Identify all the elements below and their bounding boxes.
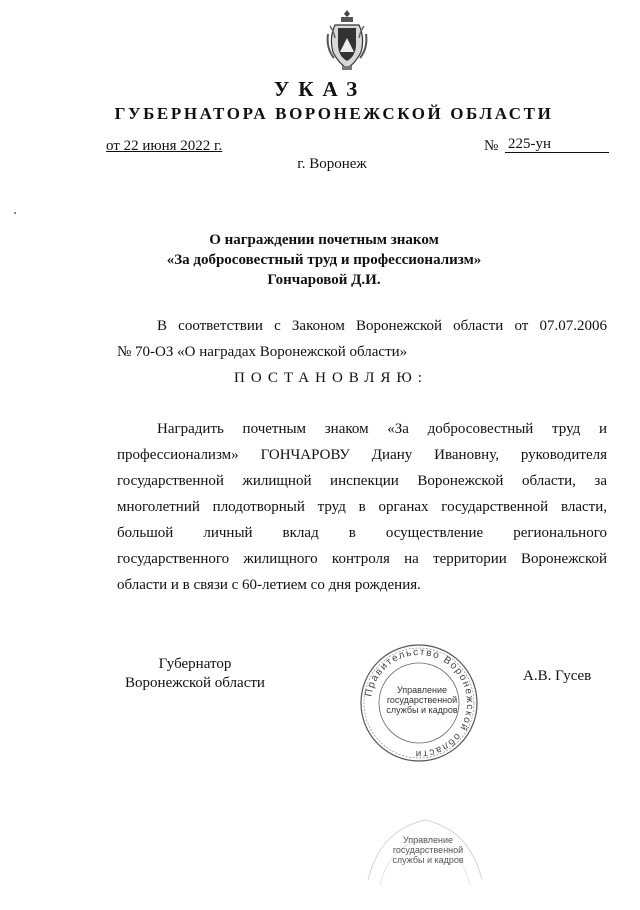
body-line: многолетний плодотворный труд в органах государственной власти, [117, 499, 607, 515]
body-line: государственного жилищного контроля на территории Воронежской [117, 551, 607, 567]
stamp-ring-text: Правительство Воронежской области [363, 646, 476, 760]
stamp-inner-text [380, 685, 464, 715]
scan-artifact [14, 212, 16, 214]
document-title [0, 230, 640, 290]
coat-of-arms-icon [324, 8, 370, 72]
body-line: государственной жилищной инспекции Воронежской области, за [117, 473, 607, 489]
body-line: Наградить почетным знаком «За добросовестный труд и [157, 421, 607, 437]
document-title-line: «За добросовестный труд и профессионализм» [166, 252, 482, 268]
issuer-heading: ГУБЕРНАТОРА ВОРОНЕЖСКОЙ ОБЛАСТИ [114, 104, 554, 123]
faded-stamp-text [386, 835, 470, 865]
legal-basis-paragraph [117, 313, 607, 365]
document-number: 225-ун [505, 136, 609, 153]
faded-stamp-line: службы и кадров [392, 855, 464, 865]
document-title-line: Гончаровой Д.И. [267, 272, 381, 288]
stamp-inner-line: государственной [386, 695, 458, 705]
legal-basis-line: № 70-ОЗ «О наградах Воронежской области» [117, 344, 408, 360]
legal-basis-line: В соответствии с Законом Воронежской области от 07.07.2006 [157, 318, 607, 334]
stamp-inner-line: Управление [396, 685, 448, 695]
number-label: № [484, 138, 499, 154]
signatory-position-line: Воронежской области [125, 675, 265, 691]
signatory-position [118, 655, 272, 693]
body-line: большой личный вклад в осуществление регионального [117, 525, 607, 541]
decree-body [117, 416, 607, 598]
body-line: профессионализм» ГОНЧАРОВУ Диану Ивановну, руководителя [117, 447, 607, 463]
document-date: от 22 июня 2022 г. [106, 138, 223, 154]
stamp-inner-line: службы и кадров [386, 705, 458, 715]
document-type-heading: УКАЗ [273, 77, 367, 101]
place-of-issue: г. Воронеж [297, 156, 367, 172]
resolve-heading: ПОСТАНОВЛЯЮ: [234, 370, 428, 386]
signatory-position-line: Губернатор [158, 656, 232, 672]
document-title-line: О награждении почетным знаком [209, 232, 439, 248]
body-line: области и в связи с 60-летием со дня рождения. [117, 577, 421, 593]
signatory-name: А.В. Гусев [523, 668, 592, 684]
faded-stamp-line: Управление [402, 835, 454, 845]
faded-stamp-line: государственной [392, 845, 464, 855]
